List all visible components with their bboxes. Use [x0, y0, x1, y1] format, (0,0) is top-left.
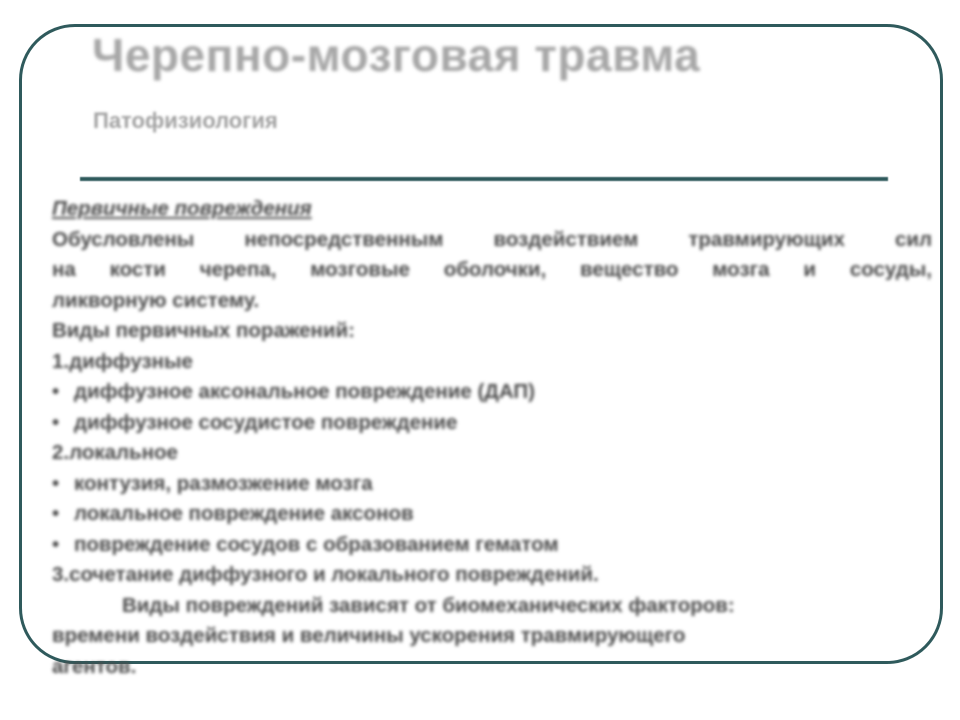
types-label: Виды первичных поражений: — [52, 319, 355, 342]
bullet-icon: • — [52, 502, 60, 525]
paragraph-line: на кости черепа, мозговые оболочки, вещество мозга и сосуды, — [52, 258, 932, 281]
list-item — [52, 377, 932, 408]
note-line: Виды повреждений зависят от биомеханических факторов: — [122, 593, 735, 617]
bullet-icon: • — [52, 380, 60, 403]
bullet-icon: • — [52, 532, 60, 556]
paragraph-line: Обусловлены непосредственным воздействием травмирующих сил — [52, 227, 932, 251]
list-item — [52, 499, 932, 530]
slide-title: Черепно-мозговая травма — [92, 29, 701, 81]
paragraph-line: ликворную систему. — [52, 288, 260, 312]
list-item-text: локальное повреждение аксонов — [74, 502, 414, 525]
list-item — [52, 469, 932, 500]
title-divider — [80, 177, 888, 181]
combined-label: 3.сочетание диффузного и локального повреждений. — [52, 563, 599, 586]
bullet-icon: • — [52, 410, 60, 434]
list-item-text: повреждение сосудов с образованием гематом — [74, 532, 559, 556]
list-item — [52, 530, 932, 561]
list-item-text: контузия, размозжение мозга — [74, 471, 373, 495]
note-line: агентов. — [52, 654, 137, 678]
diffuse-label: 1.диффузные — [52, 349, 193, 373]
slide-body — [52, 194, 932, 682]
note-line: времени воздействия и величины ускорения травмирующего — [52, 624, 686, 647]
bullet-icon: • — [52, 471, 60, 495]
local-label: 2.локальное — [52, 441, 178, 464]
list-item-text: диффузное сосудистое повреждение — [74, 410, 458, 434]
slide-subtitle: Патофизиология — [93, 108, 278, 133]
list-item-text: диффузное аксональное повреждение (ДАП) — [74, 380, 535, 403]
list-item — [52, 408, 932, 439]
section-heading: Первичные повреждения — [52, 197, 312, 220]
